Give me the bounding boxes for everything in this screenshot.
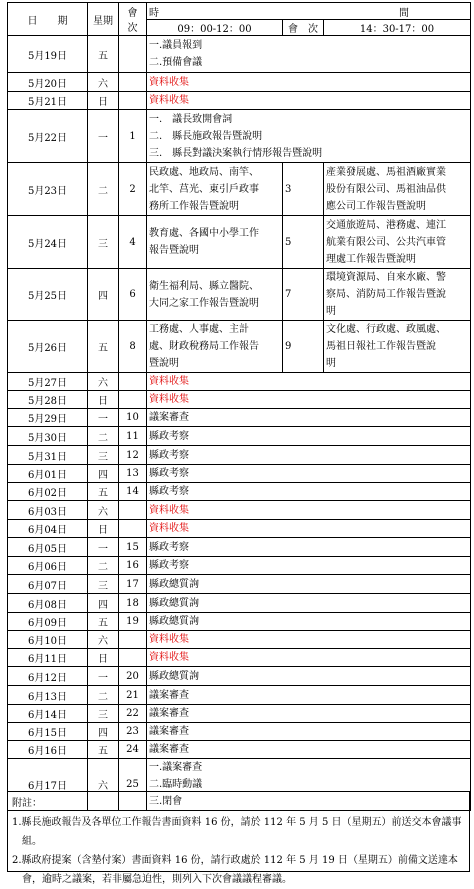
- morning-agenda-cell: [147, 391, 471, 409]
- agenda-line: 暨說明: [149, 358, 179, 369]
- session-cell: 13: [119, 465, 147, 483]
- agenda-line: 議案審查: [149, 726, 189, 737]
- date-cell: 6月16日: [8, 741, 88, 759]
- agenda-line: 縣政總質詢: [149, 597, 199, 609]
- weekday-cell: 一: [88, 409, 119, 427]
- schedule-row: [8, 391, 471, 409]
- date-cell: 6月04日: [8, 520, 88, 538]
- agenda-line: 民政處、地政局、南竿、: [149, 166, 259, 178]
- morning-agenda-cell: [147, 594, 471, 613]
- agenda-line: 縣政總質詢: [149, 578, 199, 590]
- schedule-row: [8, 321, 471, 373]
- session-cell: 6: [119, 269, 147, 321]
- note-item-2: 2.縣政府提案（含墊付案）書面資料 16 份，請行政處於 112 年 5 月 19 日（星期五）前備文送達本會，逾時之議案，若非屬急迫性，則列入下次會議議程審議。: [12, 855, 458, 885]
- morning-agenda-cell: [147, 483, 471, 501]
- agenda-line: 明: [326, 306, 336, 317]
- morning-agenda-cell: [147, 73, 471, 92]
- schedule-row: [8, 269, 471, 321]
- schedule-row: [8, 373, 471, 391]
- weekday-cell: 三: [88, 446, 119, 465]
- date-cell: 5月28日: [8, 391, 88, 409]
- date-cell: 6月17日: [8, 759, 88, 811]
- schedule-row: [8, 557, 471, 575]
- header-session: 會 次: [119, 3, 147, 36]
- schedule-row: [8, 465, 471, 483]
- agenda-line: 大同之家工作報告暨說明: [149, 297, 259, 309]
- schedule-row: [8, 110, 471, 163]
- agenda-line: 衛生福利局、縣立醫院、: [149, 280, 259, 292]
- agenda-line: 資料收集: [149, 76, 189, 88]
- agenda-line: 資料收集: [149, 523, 189, 534]
- notes-box: [7, 791, 470, 885]
- morning-agenda-cell: [147, 446, 471, 465]
- schedule-row: [8, 538, 471, 557]
- session-cell: [119, 631, 147, 649]
- agenda-line: 察局、消防局工作報告暨說: [326, 289, 446, 300]
- date-cell: 6月15日: [8, 723, 88, 741]
- schedule-row: [8, 92, 471, 110]
- session-cell: 11: [119, 427, 147, 446]
- morning-agenda-cell: [147, 465, 471, 483]
- agenda-line: 資料收集: [149, 95, 189, 106]
- agenda-line: 北竿、莒光、東引戶政事: [149, 183, 259, 195]
- date-cell: 5月22日: [8, 110, 88, 163]
- date-cell: 5月21日: [8, 92, 88, 110]
- agenda-line: 一. 議長致開會詞: [149, 113, 233, 125]
- weekday-cell: 三: [88, 705, 119, 723]
- morning-agenda-cell: [147, 723, 471, 741]
- date-cell: 6月07日: [8, 575, 88, 594]
- date-cell: 5月23日: [8, 163, 88, 216]
- schedule-row: [8, 501, 471, 520]
- session-cell: 19: [119, 613, 147, 631]
- morning-agenda-cell: [147, 36, 471, 73]
- session-cell: 14: [119, 483, 147, 501]
- schedule-row: [8, 575, 471, 594]
- agenda-line: 二.臨時動議: [149, 779, 203, 790]
- agenda-line: 議案審查: [149, 744, 189, 755]
- schedule-row: [8, 483, 471, 501]
- weekday-cell: 二: [88, 163, 119, 216]
- session-cell: 22: [119, 705, 147, 723]
- schedule-row: [8, 594, 471, 613]
- session-cell: 25: [119, 759, 147, 811]
- header-date: 日 期: [8, 3, 88, 36]
- schedule-row: [8, 723, 471, 741]
- weekday-cell: 六: [88, 631, 119, 649]
- morning-agenda-cell: [147, 269, 283, 321]
- schedule-table: [7, 2, 471, 811]
- agenda-line: 資料收集: [149, 504, 189, 516]
- morning-agenda-cell: [147, 92, 471, 110]
- date-cell: 6月06日: [8, 557, 88, 575]
- agenda-line: 縣政總質詢: [149, 616, 199, 627]
- session-cell: 2: [119, 163, 147, 216]
- weekday-cell: 五: [88, 741, 119, 759]
- agenda-line: 教育處、各國中小學工作: [149, 228, 259, 239]
- weekday-cell: 一: [88, 110, 119, 163]
- notes-title: 附註：: [12, 798, 42, 809]
- session-cell: 20: [119, 667, 147, 686]
- schedule-row: [8, 705, 471, 723]
- date-cell: 5月25日: [8, 269, 88, 321]
- date-cell: 6月09日: [8, 613, 88, 631]
- morning-agenda-cell: [147, 373, 471, 391]
- agenda-line: 資料收集: [149, 634, 189, 645]
- session-cell: 16: [119, 557, 147, 575]
- weekday-cell: 三: [88, 216, 119, 269]
- weekday-cell: 六: [88, 373, 119, 391]
- weekday-cell: 六: [88, 501, 119, 520]
- agenda-line: 報告暨說明: [149, 245, 199, 256]
- schedule-row: [8, 73, 471, 92]
- afternoon-session-cell: 5: [283, 216, 324, 269]
- morning-agenda-cell: [147, 321, 283, 373]
- agenda-line: 處、財政稅務局工作報告: [149, 341, 259, 352]
- morning-agenda-cell: [147, 575, 471, 594]
- agenda-line: 一.議案審查: [149, 762, 203, 773]
- schedule-row: [8, 36, 471, 73]
- weekday-cell: 日: [88, 649, 119, 667]
- agenda-line: 文化處、行政處、政風處、: [326, 324, 446, 335]
- morning-agenda-cell: [147, 501, 471, 520]
- schedule-row: [8, 631, 471, 649]
- weekday-cell: 日: [88, 520, 119, 538]
- weekday-cell: 五: [88, 613, 119, 631]
- schedule-row: [8, 649, 471, 667]
- schedule-row: [8, 427, 471, 446]
- morning-agenda-cell: [147, 409, 471, 427]
- weekday-cell: 一: [88, 667, 119, 686]
- session-cell: 8: [119, 321, 147, 373]
- weekday-cell: 日: [88, 391, 119, 409]
- agenda-line: 資料收集: [149, 376, 189, 387]
- morning-agenda-cell: [147, 686, 471, 705]
- agenda-line: 環境資源局、自來水廠、警: [326, 272, 446, 283]
- date-cell: 5月27日: [8, 373, 88, 391]
- date-cell: 6月11日: [8, 649, 88, 667]
- agenda-line: 交通旅遊局、港務處、連江: [326, 219, 446, 231]
- agenda-line: 三. 縣長對議決案執行情形報告暨說明: [149, 147, 323, 159]
- date-cell: 6月12日: [8, 667, 88, 686]
- afternoon-session-cell: 9: [283, 321, 324, 373]
- morning-agenda-cell: [147, 649, 471, 667]
- agenda-line: 馬祖日報社工作報告暨說: [326, 341, 436, 352]
- weekday-cell: 六: [88, 73, 119, 92]
- weekday-cell: 四: [88, 269, 119, 321]
- weekday-cell: 四: [88, 465, 119, 483]
- afternoon-session-cell: 3: [283, 163, 324, 216]
- afternoon-session-cell: 7: [283, 269, 324, 321]
- agenda-line: 明: [326, 358, 336, 369]
- agenda-line: 股份有限公司、馬祖油品供: [326, 183, 446, 195]
- morning-agenda-cell: [147, 557, 471, 575]
- morning-agenda-cell: [147, 631, 471, 649]
- header-morning: 09：00-12：00: [147, 20, 283, 36]
- morning-agenda-cell: [147, 741, 471, 759]
- session-cell: [119, 36, 147, 73]
- agenda-line: 航業有限公司、公共汽車管: [326, 236, 446, 248]
- agenda-line: 二. 縣長施政報告暨說明: [149, 130, 263, 142]
- session-cell: [119, 92, 147, 110]
- agenda-line: 工務處、人事處、主計: [149, 324, 249, 335]
- date-cell: 6月01日: [8, 465, 88, 483]
- header-time: 時 間: [147, 3, 471, 20]
- weekday-cell: 五: [88, 321, 119, 373]
- weekday-cell: 六: [88, 759, 119, 811]
- date-cell: 5月31日: [8, 446, 88, 465]
- header-row: [8, 3, 471, 20]
- session-cell: [119, 373, 147, 391]
- weekday-cell: 二: [88, 686, 119, 705]
- header-weekday: 星期: [88, 3, 119, 36]
- agenda-line: 縣政考察: [149, 486, 189, 497]
- schedule-row: [8, 686, 471, 705]
- afternoon-agenda-cell: [324, 216, 471, 269]
- weekday-cell: 二: [88, 557, 119, 575]
- session-cell: 15: [119, 538, 147, 557]
- session-cell: 12: [119, 446, 147, 465]
- agenda-line: 理處工作報告暨說明: [326, 253, 416, 265]
- afternoon-agenda-cell: [324, 163, 471, 216]
- session-cell: 24: [119, 741, 147, 759]
- date-cell: 6月02日: [8, 483, 88, 501]
- weekday-cell: 二: [88, 427, 119, 446]
- session-cell: 10: [119, 409, 147, 427]
- morning-agenda-cell: [147, 705, 471, 723]
- date-cell: 5月24日: [8, 216, 88, 269]
- agenda-line: 產業發展處、馬祖酒廠實業: [326, 166, 446, 178]
- note-item-1: 1.縣長施政報告及各單位工作報告書面資料 16 份，請於 112 年 5 月 5 日（星期五）前送交本會議事組。: [12, 817, 462, 847]
- weekday-cell: 日: [88, 92, 119, 110]
- weekday-cell: 一: [88, 538, 119, 557]
- afternoon-agenda-cell: [324, 321, 471, 373]
- date-cell: 5月30日: [8, 427, 88, 446]
- agenda-line: 議案審查: [149, 412, 189, 423]
- morning-agenda-cell: [147, 667, 471, 686]
- schedule-row: [8, 741, 471, 759]
- agenda-line: 議案審查: [149, 708, 189, 719]
- session-cell: 1: [119, 110, 147, 163]
- session-cell: [119, 520, 147, 538]
- date-cell: 5月20日: [8, 73, 88, 92]
- agenda-line: 縣政考察: [149, 430, 189, 442]
- schedule-row: [8, 163, 471, 216]
- morning-agenda-cell: [147, 613, 471, 631]
- schedule-row: [8, 216, 471, 269]
- date-cell: 5月26日: [8, 321, 88, 373]
- schedule-body: [8, 3, 471, 811]
- session-cell: [119, 501, 147, 520]
- session-cell: 17: [119, 575, 147, 594]
- agenda-line: 二.預備會議: [149, 57, 203, 68]
- morning-agenda-cell: [147, 520, 471, 538]
- header-afternoon: 14：30-17：00: [324, 20, 471, 36]
- weekday-cell: 三: [88, 575, 119, 594]
- header-session-pm: 會 次: [283, 20, 324, 36]
- schedule-row: [8, 446, 471, 465]
- date-cell: 6月03日: [8, 501, 88, 520]
- session-cell: [119, 391, 147, 409]
- agenda-line: 務所工作報告暨說明: [149, 200, 239, 212]
- date-cell: 6月05日: [8, 538, 88, 557]
- weekday-cell: 五: [88, 36, 119, 73]
- agenda-line: 資料收集: [149, 652, 189, 663]
- morning-agenda-cell: [147, 163, 283, 216]
- weekday-cell: 四: [88, 594, 119, 613]
- agenda-line: 三.閉會: [149, 796, 183, 807]
- date-cell: 6月13日: [8, 686, 88, 705]
- date-cell: 6月10日: [8, 631, 88, 649]
- afternoon-agenda-cell: [324, 269, 471, 321]
- agenda-line: 縣政考察: [149, 449, 189, 461]
- agenda-line: 一.議員報到: [149, 40, 203, 51]
- schedule-row: [8, 667, 471, 686]
- session-cell: 4: [119, 216, 147, 269]
- session-cell: 23: [119, 723, 147, 741]
- schedule-row: [8, 613, 471, 631]
- session-cell: [119, 649, 147, 667]
- session-cell: 18: [119, 594, 147, 613]
- date-cell: 6月14日: [8, 705, 88, 723]
- morning-agenda-cell: [147, 538, 471, 557]
- schedule-row: [8, 409, 471, 427]
- agenda-line: 議案審查: [149, 689, 189, 701]
- date-cell: 5月29日: [8, 409, 88, 427]
- morning-agenda-cell: [147, 216, 283, 269]
- agenda-line: 縣政考察: [149, 541, 189, 553]
- session-cell: [119, 73, 147, 92]
- morning-agenda-cell: [147, 427, 471, 446]
- schedule-row: [8, 520, 471, 538]
- agenda-line: 資料收集: [149, 394, 189, 405]
- date-cell: 5月19日: [8, 36, 88, 73]
- morning-agenda-cell: [147, 110, 471, 163]
- weekday-cell: 四: [88, 723, 119, 741]
- date-cell: 6月08日: [8, 594, 88, 613]
- weekday-cell: 五: [88, 483, 119, 501]
- agenda-line: 縣政總質詢: [149, 670, 199, 682]
- agenda-line: 縣政考察: [149, 468, 189, 479]
- agenda-line: 應公司工作報告暨說明: [326, 200, 426, 212]
- session-cell: 21: [119, 686, 147, 705]
- agenda-line: 縣政考察: [149, 560, 189, 571]
